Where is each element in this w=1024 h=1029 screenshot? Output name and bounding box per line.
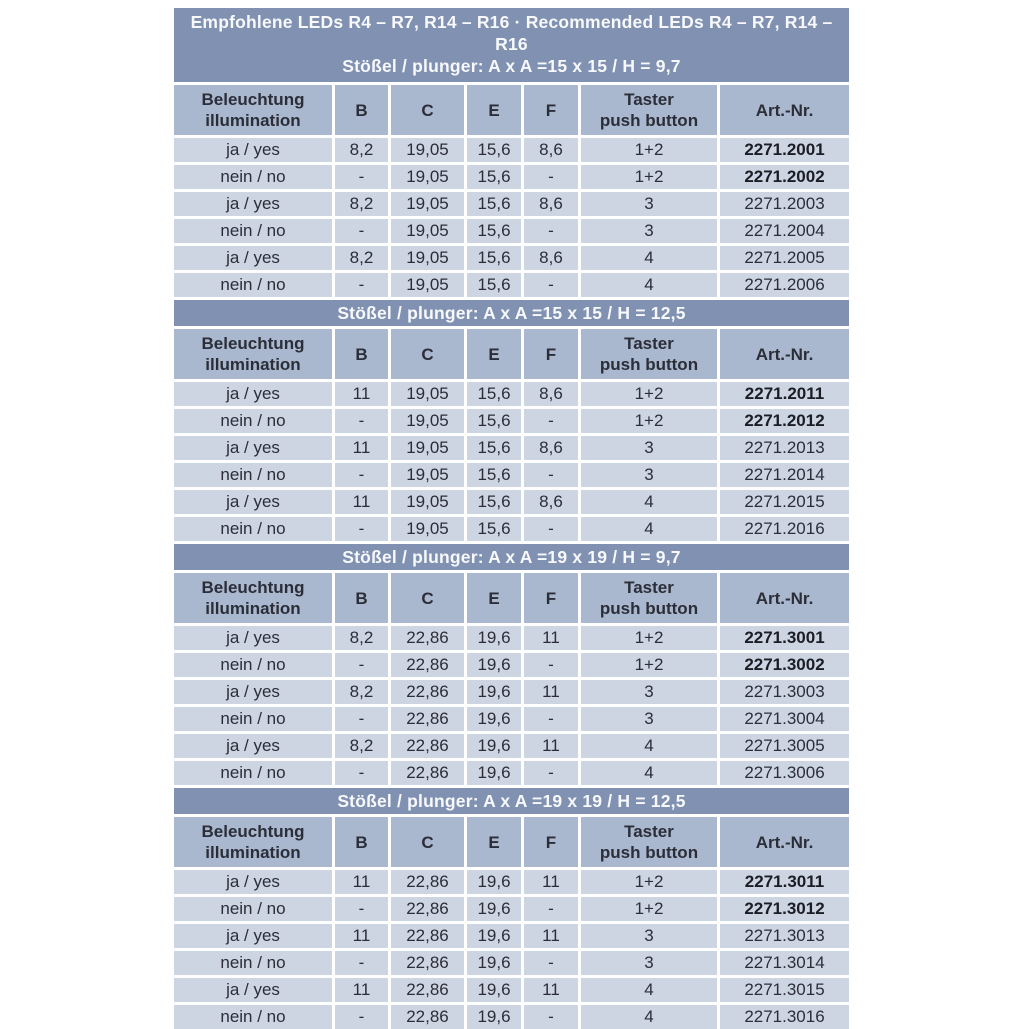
cell-e: 15,6 (467, 192, 521, 216)
cell-e: 19,6 (467, 653, 521, 677)
cell-art-nr: 2271.2004 (720, 219, 849, 243)
table-title-band (174, 8, 849, 82)
cell-illumination: nein / no (174, 707, 332, 731)
col-header-taster-de: Taster (624, 90, 674, 109)
col-header-f: F (524, 573, 578, 623)
cell-art-nr: 2271.3005 (720, 734, 849, 758)
cell-b: 11 (335, 870, 388, 894)
cell-illumination: nein / no (174, 1005, 332, 1029)
cell-f: 11 (524, 734, 578, 758)
cell-b: - (335, 653, 388, 677)
cell-f: 8,6 (524, 246, 578, 270)
cell-art-nr: 2271.3001 (720, 626, 849, 650)
col-header-taster (581, 573, 717, 623)
cell-c: 19,05 (391, 382, 464, 406)
cell-c: 22,86 (391, 924, 464, 948)
cell-c: 19,05 (391, 409, 464, 433)
cell-illumination: ja / yes (174, 490, 332, 514)
cell-b: 8,2 (335, 138, 388, 162)
cell-taster: 1+2 (581, 626, 717, 650)
col-header-b: B (335, 573, 388, 623)
cell-b: - (335, 165, 388, 189)
cell-art-nr: 2271.3006 (720, 761, 849, 785)
col-header-illumination-en: illumination (205, 599, 301, 618)
col-header-taster-en: push button (599, 111, 699, 130)
cell-c: 22,86 (391, 951, 464, 975)
cell-art-nr: 2271.2014 (720, 463, 849, 487)
cell-b: 11 (335, 382, 388, 406)
col-header-taster-en: push button (599, 843, 699, 862)
cell-e: 15,6 (467, 517, 521, 541)
cell-taster: 3 (581, 951, 717, 975)
cell-illumination: nein / no (174, 409, 332, 433)
cell-illumination: ja / yes (174, 192, 332, 216)
cell-b: 11 (335, 490, 388, 514)
cell-taster: 4 (581, 246, 717, 270)
led-spec-table (174, 8, 849, 1029)
cell-f: - (524, 951, 578, 975)
table-title: Empfohlene LEDs R4 – R7, R14 – R16 · Recommended LEDs R4 – R7, R14 – R16 (190, 12, 833, 54)
cell-c: 19,05 (391, 490, 464, 514)
cell-c: 22,86 (391, 1005, 464, 1029)
cell-c: 19,05 (391, 219, 464, 243)
cell-taster: 1+2 (581, 409, 717, 433)
cell-e: 19,6 (467, 897, 521, 921)
cell-c: 19,05 (391, 165, 464, 189)
cell-illumination: nein / no (174, 463, 332, 487)
cell-c: 19,05 (391, 463, 464, 487)
cell-illumination: nein / no (174, 219, 332, 243)
cell-taster: 4 (581, 1005, 717, 1029)
cell-art-nr: 2271.3002 (720, 653, 849, 677)
col-header-c: C (391, 817, 464, 867)
col-header-taster-de: Taster (624, 578, 674, 597)
cell-art-nr: 2271.3015 (720, 978, 849, 1002)
cell-f: - (524, 273, 578, 297)
section-1-grid (174, 85, 849, 297)
col-header-illumination-de: Beleuchtung (201, 822, 305, 841)
cell-e: 19,6 (467, 1005, 521, 1029)
section-2-title-band: Stößel / plunger: A x A =15 x 15 / H = 12,5 (174, 300, 849, 326)
cell-f: - (524, 463, 578, 487)
cell-e: 19,6 (467, 707, 521, 731)
col-header-c: C (391, 573, 464, 623)
cell-illumination: ja / yes (174, 734, 332, 758)
col-header-e: E (467, 817, 521, 867)
col-header-illumination-en: illumination (205, 355, 301, 374)
col-header-art-nr: Art.-Nr. (720, 817, 849, 867)
cell-illumination: ja / yes (174, 246, 332, 270)
cell-f: 11 (524, 626, 578, 650)
cell-e: 19,6 (467, 626, 521, 650)
cell-e: 15,6 (467, 219, 521, 243)
cell-f: - (524, 707, 578, 731)
cell-e: 19,6 (467, 978, 521, 1002)
section-2-grid (174, 329, 849, 541)
cell-f: 11 (524, 924, 578, 948)
cell-e: 15,6 (467, 273, 521, 297)
cell-art-nr: 2271.3012 (720, 897, 849, 921)
cell-taster: 3 (581, 707, 717, 731)
cell-b: - (335, 761, 388, 785)
cell-f: 11 (524, 680, 578, 704)
cell-e: 19,6 (467, 870, 521, 894)
cell-b: - (335, 219, 388, 243)
section-1-plunger-title: Stößel / plunger: A x A =15 x 15 / H = 9,7 (342, 56, 681, 76)
cell-c: 22,86 (391, 653, 464, 677)
cell-b: - (335, 951, 388, 975)
col-header-e: E (467, 85, 521, 135)
cell-art-nr: 2271.3011 (720, 870, 849, 894)
cell-f: 11 (524, 870, 578, 894)
cell-art-nr: 2271.3014 (720, 951, 849, 975)
cell-c: 22,86 (391, 761, 464, 785)
cell-art-nr: 2271.2016 (720, 517, 849, 541)
cell-c: 22,86 (391, 707, 464, 731)
col-header-f: F (524, 85, 578, 135)
col-header-illumination (174, 329, 332, 379)
cell-c: 19,05 (391, 138, 464, 162)
cell-art-nr: 2271.3004 (720, 707, 849, 731)
cell-taster: 3 (581, 192, 717, 216)
cell-f: 11 (524, 978, 578, 1002)
cell-e: 15,6 (467, 436, 521, 460)
col-header-c: C (391, 85, 464, 135)
col-header-illumination (174, 85, 332, 135)
cell-f: 8,6 (524, 192, 578, 216)
cell-c: 22,86 (391, 870, 464, 894)
cell-b: 11 (335, 924, 388, 948)
cell-c: 22,86 (391, 626, 464, 650)
cell-c: 22,86 (391, 897, 464, 921)
cell-art-nr: 2271.2005 (720, 246, 849, 270)
col-header-e: E (467, 329, 521, 379)
cell-illumination: ja / yes (174, 978, 332, 1002)
cell-taster: 3 (581, 463, 717, 487)
cell-f: - (524, 219, 578, 243)
cell-e: 15,6 (467, 382, 521, 406)
cell-f: - (524, 1005, 578, 1029)
cell-b: - (335, 463, 388, 487)
col-header-taster-de: Taster (624, 822, 674, 841)
cell-b: - (335, 409, 388, 433)
cell-taster: 4 (581, 490, 717, 514)
col-header-illumination (174, 817, 332, 867)
cell-c: 19,05 (391, 192, 464, 216)
cell-e: 15,6 (467, 490, 521, 514)
cell-taster: 3 (581, 680, 717, 704)
cell-art-nr: 2271.2001 (720, 138, 849, 162)
cell-illumination: ja / yes (174, 626, 332, 650)
col-header-taster-de: Taster (624, 334, 674, 353)
cell-e: 19,6 (467, 734, 521, 758)
cell-b: - (335, 897, 388, 921)
cell-b: 11 (335, 978, 388, 1002)
cell-f: 8,6 (524, 436, 578, 460)
cell-art-nr: 2271.2013 (720, 436, 849, 460)
cell-illumination: ja / yes (174, 436, 332, 460)
section-4-grid (174, 817, 849, 1029)
section-3-title-band: Stößel / plunger: A x A =19 x 19 / H = 9,7 (174, 544, 849, 570)
cell-taster: 4 (581, 761, 717, 785)
cell-f: 8,6 (524, 382, 578, 406)
cell-b: - (335, 707, 388, 731)
col-header-taster (581, 85, 717, 135)
cell-taster: 1+2 (581, 165, 717, 189)
cell-illumination: nein / no (174, 897, 332, 921)
cell-illumination: ja / yes (174, 924, 332, 948)
cell-illumination: ja / yes (174, 138, 332, 162)
cell-b: 8,2 (335, 626, 388, 650)
cell-c: 19,05 (391, 273, 464, 297)
cell-art-nr: 2271.2012 (720, 409, 849, 433)
cell-f: 8,6 (524, 490, 578, 514)
cell-b: 8,2 (335, 246, 388, 270)
cell-e: 15,6 (467, 463, 521, 487)
section-3-grid (174, 573, 849, 785)
col-header-illumination-de: Beleuchtung (201, 334, 305, 353)
cell-f: - (524, 517, 578, 541)
cell-f: 8,6 (524, 138, 578, 162)
cell-e: 19,6 (467, 951, 521, 975)
cell-taster: 4 (581, 978, 717, 1002)
cell-art-nr: 2271.3016 (720, 1005, 849, 1029)
col-header-b: B (335, 329, 388, 379)
cell-art-nr: 2271.3003 (720, 680, 849, 704)
cell-e: 19,6 (467, 680, 521, 704)
cell-c: 19,05 (391, 517, 464, 541)
cell-illumination: nein / no (174, 761, 332, 785)
cell-e: 15,6 (467, 138, 521, 162)
cell-c: 22,86 (391, 680, 464, 704)
cell-taster: 1+2 (581, 382, 717, 406)
col-header-illumination (174, 573, 332, 623)
cell-taster: 1+2 (581, 653, 717, 677)
cell-taster: 1+2 (581, 138, 717, 162)
col-header-b: B (335, 817, 388, 867)
col-header-taster (581, 329, 717, 379)
cell-c: 19,05 (391, 436, 464, 460)
cell-f: - (524, 761, 578, 785)
cell-illumination: nein / no (174, 273, 332, 297)
cell-b: - (335, 273, 388, 297)
col-header-art-nr: Art.-Nr. (720, 573, 849, 623)
cell-illumination: ja / yes (174, 382, 332, 406)
cell-b: - (335, 1005, 388, 1029)
cell-taster: 4 (581, 517, 717, 541)
cell-c: 22,86 (391, 734, 464, 758)
cell-f: - (524, 409, 578, 433)
cell-illumination: ja / yes (174, 680, 332, 704)
col-header-art-nr: Art.-Nr. (720, 85, 849, 135)
col-header-taster-en: push button (599, 599, 699, 618)
cell-c: 22,86 (391, 978, 464, 1002)
cell-f: - (524, 653, 578, 677)
cell-e: 19,6 (467, 924, 521, 948)
cell-illumination: nein / no (174, 951, 332, 975)
cell-e: 15,6 (467, 409, 521, 433)
cell-b: 8,2 (335, 734, 388, 758)
col-header-illumination-de: Beleuchtung (201, 578, 305, 597)
cell-taster: 1+2 (581, 870, 717, 894)
cell-e: 19,6 (467, 761, 521, 785)
cell-f: - (524, 897, 578, 921)
col-header-f: F (524, 817, 578, 867)
cell-b: 8,2 (335, 192, 388, 216)
cell-f: - (524, 165, 578, 189)
cell-illumination: nein / no (174, 653, 332, 677)
cell-illumination: nein / no (174, 165, 332, 189)
cell-b: - (335, 517, 388, 541)
cell-taster: 3 (581, 924, 717, 948)
cell-taster: 3 (581, 219, 717, 243)
cell-e: 15,6 (467, 246, 521, 270)
cell-art-nr: 2271.2011 (720, 382, 849, 406)
col-header-taster-en: push button (599, 355, 699, 374)
cell-b: 8,2 (335, 680, 388, 704)
cell-art-nr: 2271.2002 (720, 165, 849, 189)
cell-illumination: nein / no (174, 517, 332, 541)
cell-taster: 3 (581, 436, 717, 460)
cell-c: 19,05 (391, 246, 464, 270)
cell-illumination: ja / yes (174, 870, 332, 894)
section-4-title-band: Stößel / plunger: A x A =19 x 19 / H = 12,5 (174, 788, 849, 814)
col-header-b: B (335, 85, 388, 135)
col-header-art-nr: Art.-Nr. (720, 329, 849, 379)
col-header-taster (581, 817, 717, 867)
col-header-illumination-en: illumination (205, 111, 301, 130)
cell-art-nr: 2271.2006 (720, 273, 849, 297)
col-header-illumination-en: illumination (205, 843, 301, 862)
cell-taster: 4 (581, 273, 717, 297)
cell-taster: 4 (581, 734, 717, 758)
cell-b: 11 (335, 436, 388, 460)
col-header-f: F (524, 329, 578, 379)
cell-taster: 1+2 (581, 897, 717, 921)
cell-art-nr: 2271.3013 (720, 924, 849, 948)
cell-art-nr: 2271.2003 (720, 192, 849, 216)
col-header-illumination-de: Beleuchtung (201, 90, 305, 109)
col-header-e: E (467, 573, 521, 623)
cell-art-nr: 2271.2015 (720, 490, 849, 514)
cell-e: 15,6 (467, 165, 521, 189)
col-header-c: C (391, 329, 464, 379)
